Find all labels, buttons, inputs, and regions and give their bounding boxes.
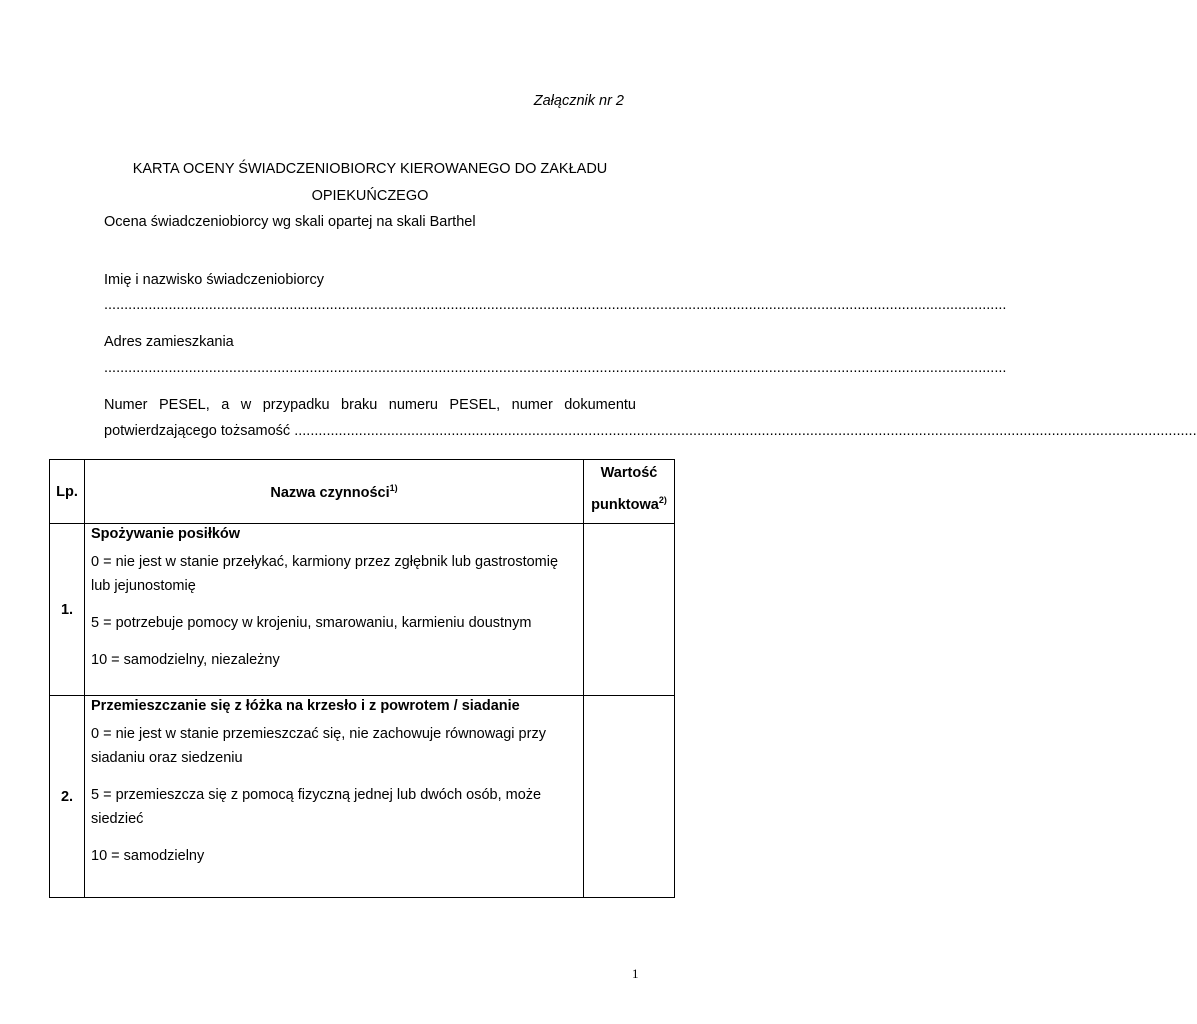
annex-label: Załącznik nr 2 <box>533 93 624 109</box>
page-number: 1 <box>632 966 639 981</box>
address-field-dots: ................................................................................................................................................................................................................................ <box>104 360 1007 376</box>
header-activity-name <box>85 460 584 524</box>
pesel-label-line-2 <box>104 423 1197 439</box>
barthel-table <box>49 459 675 898</box>
document-title <box>104 156 636 210</box>
pesel-label-text: potwierdzającego tożsamość <box>104 423 291 439</box>
table-row <box>50 696 675 898</box>
header-points <box>584 460 675 524</box>
header-activity-footnote: 1) <box>389 482 398 493</box>
header-lp: Lp. <box>50 460 85 524</box>
title-line-1: KARTA OCENY ŚWIADCZENIOBIORCY KIEROWANEGO DO ZAKŁADU <box>132 161 608 177</box>
table-header-row <box>50 460 675 524</box>
header-points-line-1: Wartość <box>600 465 658 481</box>
activity-cell <box>85 696 584 898</box>
score-option: 5 = potrzebuje pomocy w krojeniu, smarowaniu, karmieniu doustnym <box>91 615 532 631</box>
header-points-line-2 <box>584 487 674 519</box>
score-option: 5 = przemieszcza się z pomocą fizyczną jednej lub dwóch osób, może siedzieć <box>91 787 542 827</box>
subtitle: Ocena świadczeniobiorcy wg skali opartej na skali Barthel <box>104 214 476 230</box>
row-number: 1. <box>50 524 85 696</box>
header-points-footnote: 2) <box>658 495 667 505</box>
score-option: 0 = nie jest w stanie przełykać, karmiony przez zgłębnik lub gastrostomię lub jejunostomię <box>91 554 559 594</box>
address-label: Adres zamieszkania <box>104 334 234 350</box>
activity-heading: Przemieszczanie się z łóżka na krzesło i z powrotem / siadanie <box>91 698 520 714</box>
activity-cell <box>85 524 584 696</box>
table-row <box>50 524 675 696</box>
pesel-field-dots: ................................................................................................................................................................................................................................ <box>294 423 1197 439</box>
name-field-dots: ................................................................................................................................................................................................................................ <box>104 297 1007 313</box>
pesel-label-line-1: Numer PESEL, a w przypadku braku numeru PESEL, numer dokumentu <box>104 397 636 413</box>
header-points-text: punktowa <box>591 496 659 513</box>
name-label: Imię i nazwisko świadczeniobiorcy <box>104 272 324 288</box>
activity-heading: Spożywanie posiłków <box>91 526 241 542</box>
header-activity-text: Nazwa czynności <box>270 484 390 501</box>
title-line-2: OPIEKUŃCZEGO <box>311 188 429 204</box>
points-cell[interactable] <box>584 524 675 696</box>
row-number: 2. <box>50 696 85 898</box>
score-option: 10 = samodzielny <box>91 848 205 864</box>
score-option: 0 = nie jest w stanie przemieszczać się, nie zachowuje równowagi przy siadaniu oraz siedzeniu <box>91 726 546 766</box>
score-option: 10 = samodzielny, niezależny <box>91 652 280 668</box>
points-cell[interactable] <box>584 696 675 898</box>
